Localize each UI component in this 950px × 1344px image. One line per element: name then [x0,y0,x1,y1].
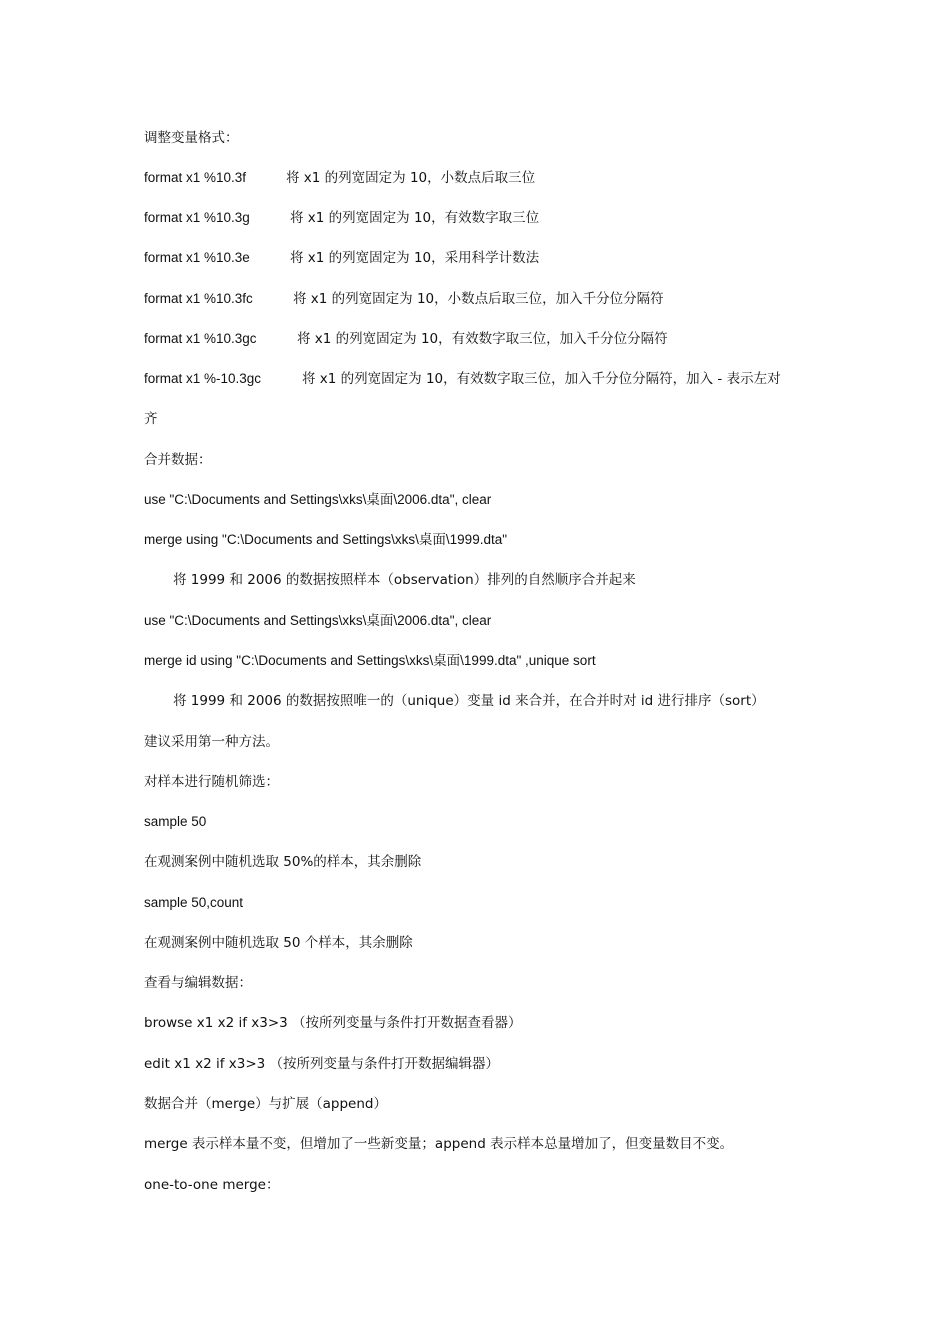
heading-sample: 对样本进行随机筛选： [144,774,279,790]
text-line: 将 1999 和 2006 的数据按照唯一的（unique）变量 id 来合并，在合并时对 id 进行排序（sort） [173,693,765,709]
code-line [144,650,596,672]
format-line-4 [144,288,664,310]
command-text: format x1 %10.3gc [144,331,257,346]
command-text: use "C:\Documents and Settings\xks\桌面\2006.dta", clear [144,613,492,628]
command-text: sample 50,count [144,895,244,910]
code-line: browse x1 x2 if x3>3 （按所列变量与条件打开数据查看器） [144,1015,522,1031]
description-text: 将 x1 的列宽固定为 10，小数点后取三位 [286,170,536,186]
description-text: 将 x1 的列宽固定为 10，有效数字取三位 [290,210,540,226]
command-text: use "C:\Documents and Settings\xks\桌面\2006.dta", clear [144,492,492,507]
text-line: 在观测案例中随机选取 50 个样本，其余删除 [144,935,413,951]
command-text: sample 50 [144,814,207,829]
heading-format: 调整变量格式： [144,130,239,146]
command-text: merge using "C:\Documents and Settings\xks\桌面\1999.dta" [144,532,508,547]
command-text: format x1 %10.3e [144,250,250,265]
code-line [144,892,243,914]
text-line: merge 表示样本量不变，但增加了一些新变量；append 表示样本总量增加了，但变量数目不变。 [144,1136,734,1152]
command-text: merge id using "C:\Documents and Settings\xks\桌面\1999.dta" ,unique sort [144,653,596,668]
code-line [144,529,507,551]
description-text: 将 x1 的列宽固定为 10，有效数字取三位，加入千分位分隔符，加入 - 表示左对 [302,371,781,387]
command-text: format x1 %-10.3gc [144,371,262,386]
code-line [144,489,491,511]
code-line [144,811,206,833]
description-text: 将 x1 的列宽固定为 10，小数点后取三位，加入千分位分隔符 [293,291,664,307]
format-line-2 [144,207,539,229]
heading-merge: 合并数据： [144,452,212,468]
text-line: 齐 [144,411,158,427]
description-text: 将 x1 的列宽固定为 10，采用科学计数法 [290,250,540,266]
text-line: 在观测案例中随机选取 50%的样本，其余删除 [144,854,422,870]
description-text: 将 x1 的列宽固定为 10，有效数字取三位，加入千分位分隔符 [297,331,668,347]
code-line: edit x1 x2 if x3>3 （按所列变量与条件打开数据编辑器） [144,1056,500,1072]
format-line-6 [144,368,781,390]
heading-merge-append: 数据合并（merge）与扩展（append） [144,1096,387,1112]
format-line-1 [144,167,535,189]
format-line-5 [144,328,668,350]
format-line-3 [144,247,539,269]
command-text: format x1 %10.3fc [144,291,253,306]
command-text: format x1 %10.3f [144,170,247,185]
command-text: format x1 %10.3g [144,210,250,225]
heading-browse: 查看与编辑数据： [144,975,252,991]
text-line: 建议采用第一种方法。 [144,734,279,750]
code-line [144,610,491,632]
text-line: 将 1999 和 2006 的数据按照样本（observation）排列的自然顺序合并起来 [173,572,636,588]
heading-one-to-one: one-to-one merge： [144,1177,280,1193]
